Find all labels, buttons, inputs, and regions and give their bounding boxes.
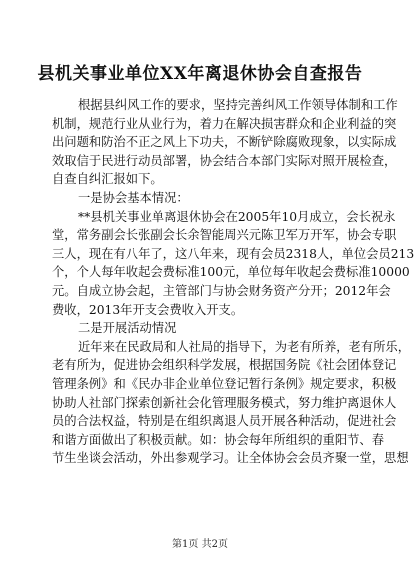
paragraph-line: 管理条例》和《民办非企业单位登记暂行条例》规定要求，积极 xyxy=(52,376,397,391)
paragraph-line: 效取信于民进行动员部署，协会结合本部门实际对照开展检查， xyxy=(52,153,397,168)
document-body xyxy=(52,96,414,468)
paragraph-line: 节生坐谈会活动，外出参观学习。让全体协会会员齐聚一堂，思想 xyxy=(52,451,409,466)
paragraph-line: 老有所为，促进协会组织科学发展，根据国务院《社会团体登记 xyxy=(52,358,397,373)
paragraph-line: 根据县纠风工作的要求，坚持完善纠风工作领导体制和工作 xyxy=(78,98,398,112)
paragraph-line: 三人，现在有八年了，这八年来，现有会员2318人，单位会员213 xyxy=(52,246,414,261)
paragraph-line: 自查自纠汇报如下。 xyxy=(52,172,163,187)
paragraph-line: 协助人社部门探索创新社会化管理服务模式，努力维护离退休人 xyxy=(52,395,397,410)
document-title: 县机关事业单位XX年离退休协会自查报告 xyxy=(37,64,363,84)
paragraph-line: 机制，规范行业从业行为，着力在解决损害群众和企业利益的突 xyxy=(52,116,397,131)
paragraph-line: 和谐方面做出了积极贡献。如：协会每年所组织的重阳节、春 xyxy=(52,432,385,447)
paragraph-line: 出问题和防治不正之风上下功夫，不断铲除腐败现象，以实际成 xyxy=(52,135,397,150)
paragraph-line: 元。自成立协会起，主管部门与协会财务资产分开；2012年会 xyxy=(52,283,391,298)
paragraph-line: 个，个人每年收起会费标准100元，单位每年收起会费标准10000 xyxy=(52,265,410,280)
paragraph-line: 费收，2013年开支会费收入开支。 xyxy=(52,302,244,317)
section-heading: 一是协会基本情况： xyxy=(78,190,189,205)
paragraph-line: **县机关事业单离退休协会在2005年10月成立，会长祝永 xyxy=(78,209,396,224)
paragraph-line: 员的合法权益，特别是在组织离退人员开展各种活动，促进社会 xyxy=(52,414,397,429)
section-heading: 二是开展活动情况 xyxy=(78,321,177,336)
page-number: 第1页 共2页 xyxy=(172,539,228,550)
paragraph-line: 近年来在民政局和人社局的指导下，为老有所养，老有所乐， xyxy=(78,339,411,354)
paragraph-line: 堂，常务副会长张副会长余智能周兴元陈卫军万开军，协会专职 xyxy=(52,228,397,243)
